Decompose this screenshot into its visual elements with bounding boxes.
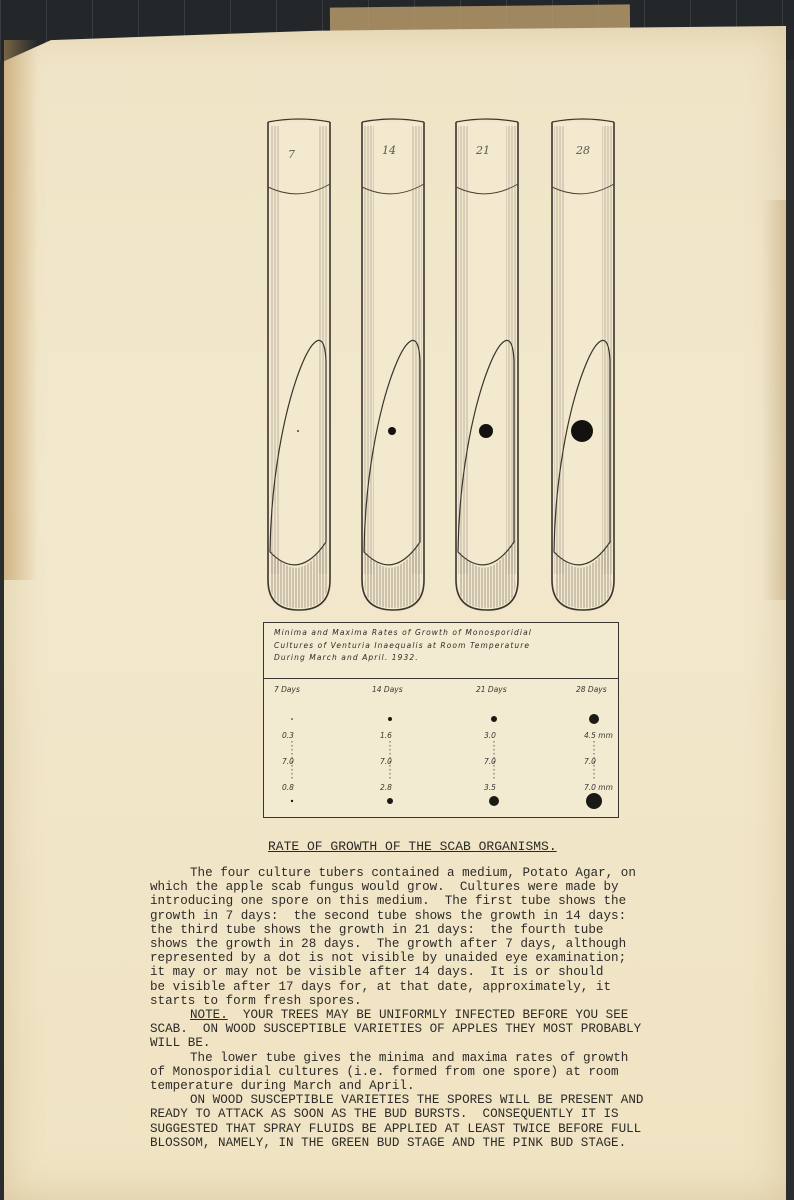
column-header: 14 Days — [372, 685, 403, 694]
max-value: 7.0 mm — [584, 783, 613, 792]
text-line: introducing one spore on this medium. The first tube shows the — [150, 894, 627, 909]
culture-tube — [552, 119, 614, 610]
caption-line: Cultures of Venturia Inaequalis at Room Temperature — [274, 640, 531, 650]
max-growth-marker — [586, 793, 602, 809]
min-value: 1.6 — [380, 731, 392, 740]
text-line: SCAB. ON WOOD SUSCEPTIBLE VARIETIES OF APPLES THEY MOST PROBABLY — [150, 1022, 642, 1037]
tube-label-21: 21 — [476, 144, 490, 157]
min-value: 4.5 mm — [584, 731, 613, 740]
text-line: BLOSSOM, NAMELY, IN THE GREEN BUD STAGE AND THE PINK BUD STAGE. — [150, 1135, 627, 1150]
text-line: temperature during March and April. — [150, 1079, 415, 1094]
page-heading: RATE OF GROWTH OF THE SCAB ORGANISMS. — [268, 839, 557, 854]
tube-label-28: 28 — [576, 144, 590, 157]
note-line — [150, 1008, 710, 1022]
column-header: 28 Days — [576, 685, 607, 694]
column-header: 7 Days — [274, 685, 300, 694]
fungus-colony-spot — [388, 427, 396, 435]
min-growth-marker — [291, 718, 293, 720]
min-value: 3.0 — [484, 731, 496, 740]
culture-tubes-illustration — [250, 110, 640, 620]
text-line: shows the growth in 28 days. The growth after 7 days, although — [150, 937, 627, 952]
text-line: represented by a dot is not visible by unaided eye examination; — [150, 951, 627, 966]
max-growth-marker — [387, 798, 393, 804]
text-line: of Monosporidial cultures (i.e. formed from one spore) at room — [150, 1064, 619, 1079]
tube-rim — [268, 119, 330, 122]
edge-stain — [4, 40, 38, 580]
text-line: it may or may not be visible after 14 days. It is or should — [150, 965, 604, 980]
culture-tube — [456, 119, 518, 610]
max-growth-marker — [291, 800, 293, 802]
culture-tube — [362, 119, 424, 610]
caption-line: During March and April. 1932. — [274, 653, 419, 662]
text-line: which the apple scab fungus would grow. Cultures were made by — [150, 880, 619, 895]
text-line: growth in 7 days: the second tube shows the growth in 14 days: — [150, 908, 627, 923]
mid-value: 7.0 — [282, 757, 294, 766]
max-value: 3.5 — [484, 783, 496, 792]
tube-label-7: 7 — [288, 148, 295, 161]
edge-stain — [762, 200, 786, 600]
text-line: ON WOOD SUSCEPTIBLE VARIETIES THE SPORES WILL BE PRESENT AND — [190, 1093, 644, 1108]
tube-rim — [362, 119, 424, 122]
body-text — [150, 866, 710, 1150]
card-markers — [264, 623, 618, 817]
tubes-drawing — [250, 110, 640, 620]
min-growth-marker — [589, 714, 599, 724]
min-growth-marker — [491, 716, 497, 722]
mid-value: 7.0 — [484, 757, 496, 766]
text-line: The four culture tubers contained a medium, Potato Agar, on — [190, 866, 636, 880]
text-line: The lower tube gives the minima and maxima rates of growth — [190, 1050, 629, 1065]
caption-line: Minima and Maxima Rates of Growth of Monosporidial — [274, 628, 532, 637]
note-text: YOUR TREES MAY BE UNIFORMLY INFECTED BEFORE YOU SEE — [227, 1008, 629, 1023]
fungus-colony-spot — [479, 424, 493, 438]
tube-rim — [552, 119, 614, 122]
max-value: 0.8 — [282, 783, 294, 792]
text-line: the third tube shows the growth in 21 days: the fourth tube — [150, 922, 604, 937]
tube-rim — [456, 119, 518, 122]
text-line: starts to form fresh spores. — [150, 993, 362, 1008]
note-label: NOTE. — [190, 1008, 228, 1023]
min-value: 0.3 — [282, 731, 294, 740]
mid-value: 7.0 — [380, 757, 392, 766]
max-growth-marker — [489, 796, 499, 806]
growth-rates-card — [263, 622, 619, 818]
text-line: be visible after 17 days for, at that date, approximately, it — [150, 979, 612, 994]
fungus-colony-spot — [297, 430, 299, 432]
text-line: READY TO ATTACK AS SOON AS THE BUD BURSTS. CONSEQUENTLY IT IS — [150, 1107, 619, 1122]
column-header: 21 Days — [476, 685, 507, 694]
tube-label-14: 14 — [382, 144, 396, 157]
min-growth-marker — [388, 717, 392, 721]
max-value: 2.8 — [380, 783, 392, 792]
culture-tube — [268, 119, 330, 610]
text-line: SUGGESTED THAT SPRAY FLUIDS BE APPLIED AT LEAST TWICE BEFORE FULL — [150, 1121, 642, 1136]
text-line: WILL BE. — [150, 1036, 211, 1051]
mid-value: 7.0 — [584, 757, 596, 766]
fungus-colony-spot — [571, 420, 593, 442]
